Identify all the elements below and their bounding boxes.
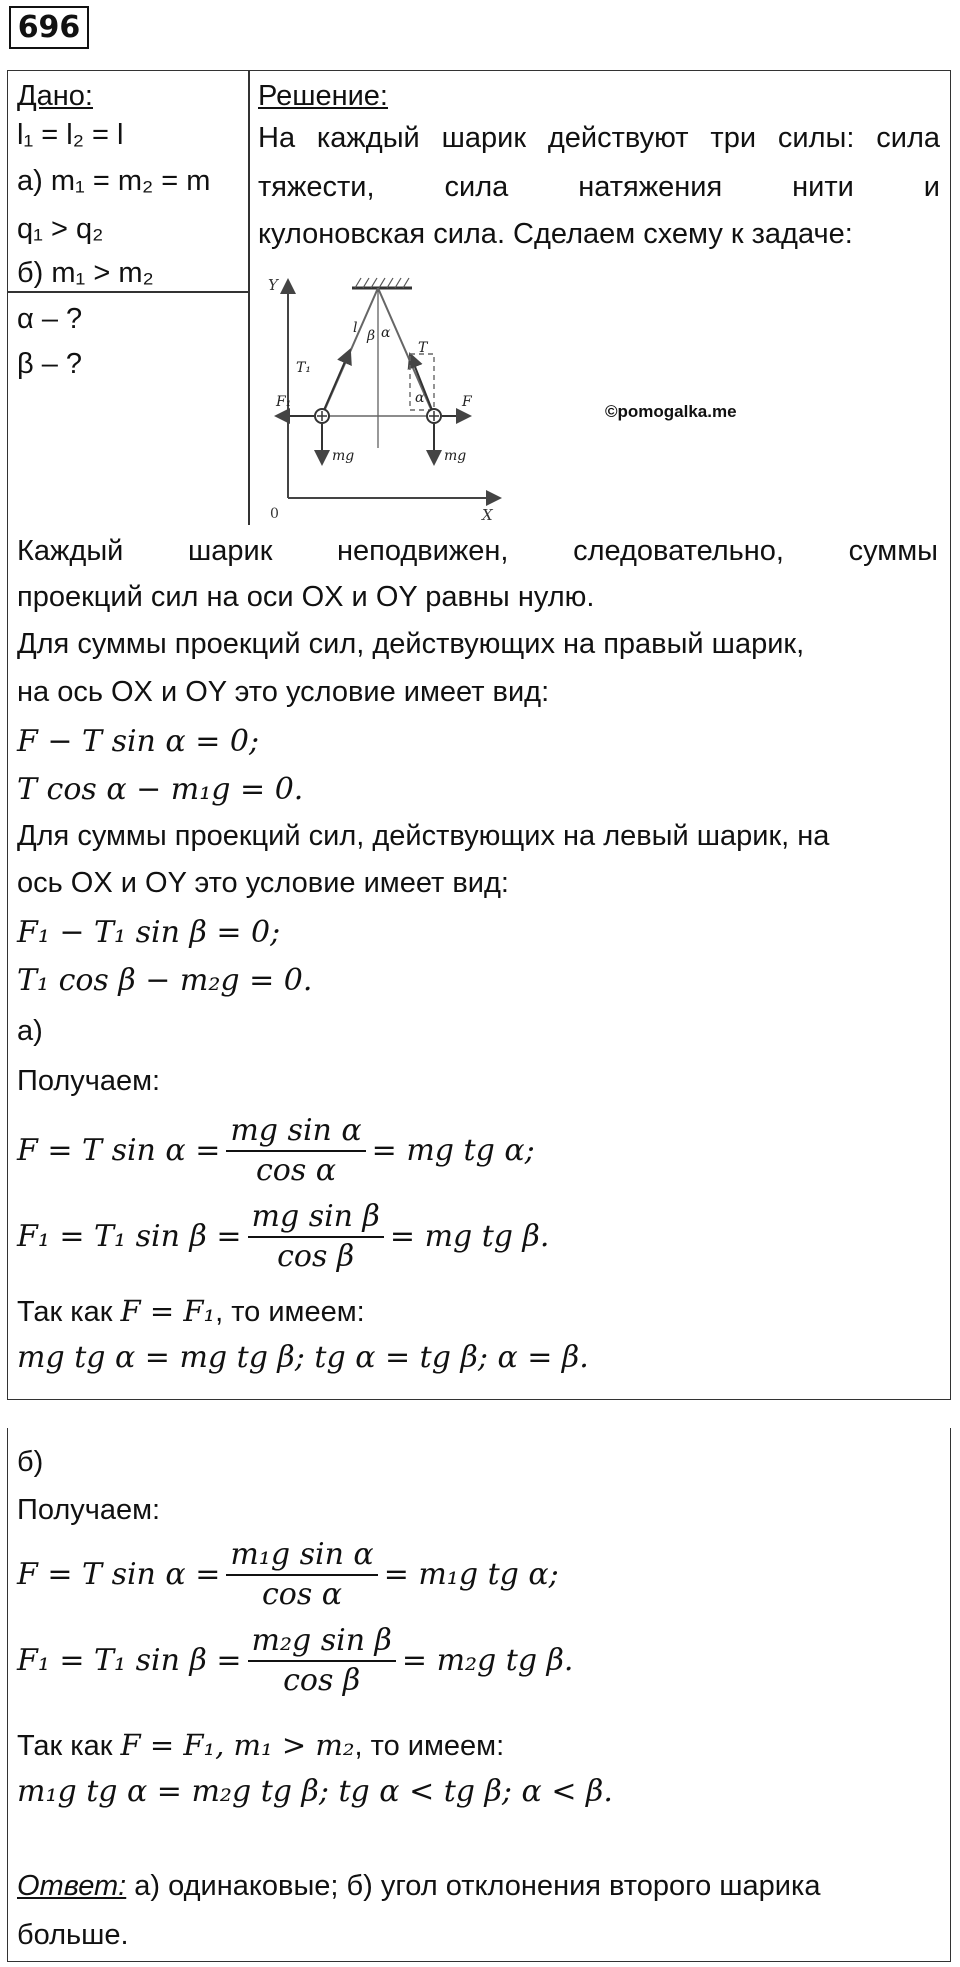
find-beta: β – ?	[17, 348, 83, 380]
part-label: б)	[17, 1446, 44, 1478]
paragraph-line: Для суммы проекций сил, действующих на левый шарик, на	[17, 820, 830, 852]
given-line: q₁ > q₂	[17, 213, 104, 245]
label-force-f: F	[462, 394, 472, 410]
paragraph-line: на ось OX и OY это условие имеет вид:	[17, 676, 550, 708]
fraction-equation: F₁ = T₁ sin β = $\frac{\text{mg sin β}}{\text{cos β}}$ = mg tg β.	[17, 1199, 550, 1274]
given-line: l₁ = l₂ = l	[17, 119, 124, 151]
tension-t1-vector	[324, 350, 350, 410]
heading-get: Получаем:	[17, 1065, 161, 1097]
result-equation: m₁g tg α = m₂g tg β; tg α < tg β; α < β.	[17, 1774, 613, 1809]
fraction-equation: F = T sin α = $\frac{\text{mg sin α}}{\text{cos α}}$ = mg tg α;	[17, 1113, 535, 1188]
given-line: б) m₁ > m₂	[17, 257, 154, 289]
label-force-f1: F₁	[276, 394, 292, 410]
part-label: а)	[17, 1015, 43, 1047]
fraction-equation: F = T sin α = $\frac{\text{m₁g sin α}}{\text{cos α}}$ = m₁g tg α;	[17, 1537, 559, 1612]
given-divider	[248, 70, 250, 525]
y-axis-label: Y	[268, 276, 278, 294]
equation: T₁ cos β − m₂g = 0.	[17, 963, 313, 998]
solution-intro-line: тяжести, сила натяжения нити и	[258, 171, 940, 203]
solution-intro-line: кулоновская сила. Сделаем схему к задаче:	[258, 218, 853, 250]
origin-label: 0	[270, 506, 279, 522]
solution-title: Решение:	[258, 80, 388, 112]
equation: F₁ − T₁ sin β = 0;	[17, 915, 281, 950]
given-find-separator	[7, 291, 249, 293]
problem-number: 696	[9, 6, 89, 49]
answer-label: Ответ:	[17, 1870, 127, 1902]
result-equation: mg tg α = mg tg β; tg α = tg β; α = β.	[17, 1340, 589, 1375]
label-tension-t1: T₁	[296, 360, 311, 376]
label-alpha: α	[381, 325, 391, 341]
fraction-equation: F₁ = T₁ sin β = $\frac{\text{m₂g sin β}}{\text{cos β}}$ = m₂g tg β.	[17, 1623, 574, 1698]
heading-get: Получаем:	[17, 1494, 161, 1526]
label-beta: β	[367, 328, 376, 344]
solution-intro-line: На каждый шарик действуют три силы: сила	[258, 122, 940, 154]
x-axis-label: X	[482, 506, 493, 524]
pendulum-diagram	[260, 268, 520, 525]
since-line: Так как F = F₁, то имеем:	[17, 1294, 365, 1328]
paragraph-line: проекций сил на оси OX и OY равны нулю.	[17, 581, 595, 613]
answer-line: больше.	[17, 1919, 129, 1951]
find-alpha: α – ?	[17, 303, 83, 335]
paragraph-line: ось OX и OY это условие имеет вид:	[17, 867, 509, 899]
answer-text: а) одинаковые; б) угол отклонения второго шарика	[126, 1870, 821, 1902]
since-line: Так как F = F₁, m₁ > m₂, то имеем:	[17, 1728, 505, 1762]
label-gravity-left: mg	[332, 448, 355, 464]
label-l: l	[353, 320, 358, 336]
watermark: ©pomogalka.me	[605, 402, 737, 421]
equation: T cos α − m₁g = 0.	[17, 772, 304, 807]
paragraph-line: Каждый шарик неподвижен, следовательно, суммы	[17, 535, 938, 567]
answer-line	[17, 1868, 820, 1904]
label-gravity-right: mg	[444, 448, 467, 464]
label-tension-t: T	[418, 340, 428, 356]
given-title: Дано:	[17, 80, 93, 112]
given-line: а) m₁ = m₂ = m	[17, 165, 211, 197]
equation: F − T sin α = 0;	[17, 724, 260, 759]
paragraph-line: Для суммы проекций сил, действующих на правый шарик,	[17, 628, 805, 660]
label-alpha-box: α	[415, 390, 425, 406]
